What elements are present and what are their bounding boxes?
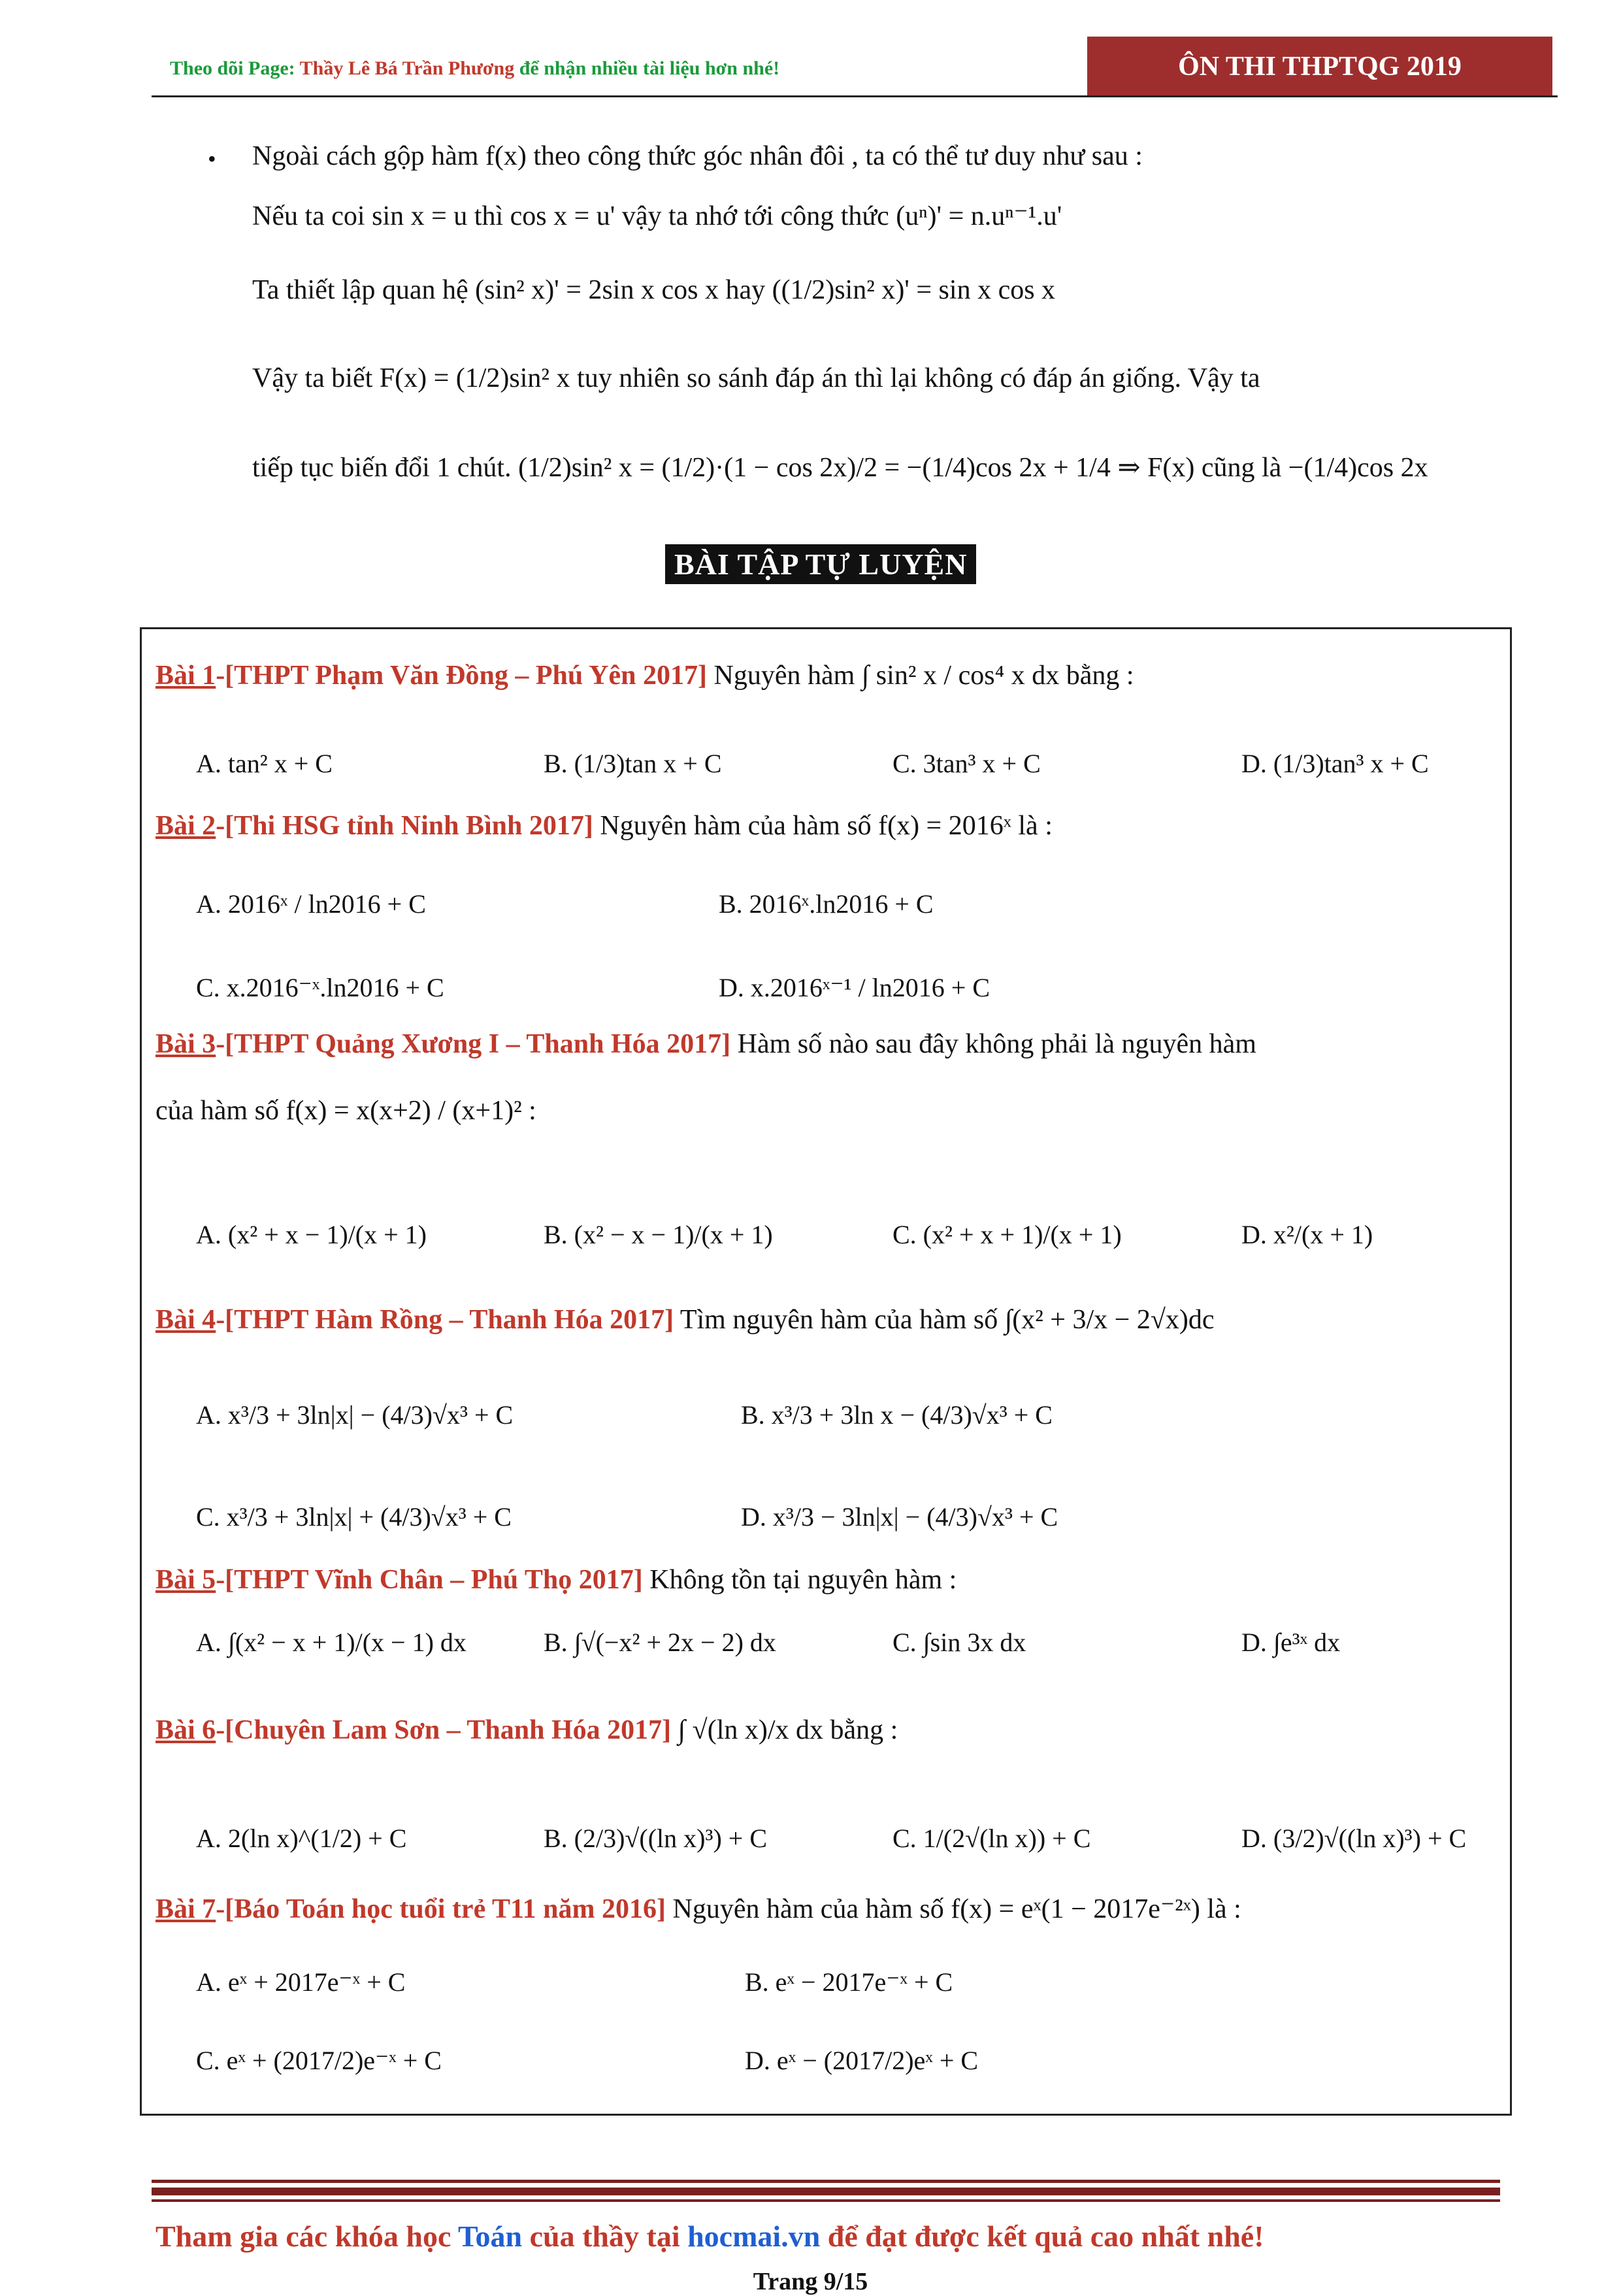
bullet-icon: •: [208, 146, 216, 172]
option-d[interactable]: D. x²/(x + 1): [1241, 1220, 1373, 1249]
question-label: Bài 5: [156, 1565, 216, 1595]
question-3: [156, 1028, 1256, 1060]
question-label: Bài 7: [156, 1894, 216, 1924]
question-label: Bài 3: [156, 1029, 216, 1059]
option-c[interactable]: C. 1/(2√(ln x)) + C: [892, 1824, 1091, 1853]
option-d[interactable]: D. x³/3 − 3ln|x| − (4/3)√x³ + C: [741, 1502, 1058, 1532]
option-b[interactable]: B. ∫√(−x² + 2x − 2) dx: [544, 1628, 776, 1657]
question-text: Hàm số nào sau đây không phải là nguyên hàm: [730, 1029, 1256, 1059]
question-label: Bài 1: [156, 661, 216, 691]
question-label: Bài 2: [156, 811, 216, 841]
question-source: -[Thi HSG tỉnh Ninh Bình 2017]: [216, 811, 593, 841]
intro-line-4: Vậy ta biết F(x) = (1/2)sin² x tuy nhiên so sánh đáp án thì lại không có đáp án giống. Vậy ta: [252, 363, 1260, 393]
header-prefix: Theo dõi Page:: [170, 57, 300, 79]
question-7: [156, 1892, 1241, 1925]
question-text: Nguyên hàm của hàm số f(x) = eˣ(1 − 2017e⁻²ˣ) là :: [665, 1894, 1241, 1924]
option-a[interactable]: A. ∫(x² − x + 1)/(x − 1) dx: [196, 1628, 467, 1657]
footer-rule: [152, 2199, 1500, 2202]
question-source: -[THPT Phạm Văn Đồng – Phú Yên 2017]: [216, 661, 708, 691]
question-1: [156, 660, 1134, 691]
question-label: Bài 4: [156, 1305, 216, 1335]
option-d[interactable]: D. eˣ − (2017/2)eˣ + C: [745, 2046, 979, 2075]
question-text: Không tồn tại nguyên hàm :: [642, 1565, 957, 1595]
header-suffix: để nhận nhiều tài liệu hơn nhé!: [514, 57, 780, 79]
intro-line-2: Nếu ta coi sin x = u thì cos x = u' vậy ta nhớ tới công thức (uⁿ)' = n.uⁿ⁻¹.u': [252, 201, 1062, 231]
intro-line-3: Ta thiết lập quan hệ (sin² x)' = 2sin x cos x hay ((1/2)sin² x)' = sin x cos x: [252, 275, 1056, 305]
question-5: [156, 1564, 957, 1596]
question-4: [156, 1304, 1215, 1336]
question-source: -[Báo Toán học tuổi trẻ T11 năm 2016]: [216, 1894, 666, 1924]
option-d[interactable]: D. ∫e³ˣ dx: [1241, 1628, 1341, 1657]
question-2: [156, 810, 1053, 842]
option-b[interactable]: B. (2/3)√((ln x)³) + C: [544, 1824, 768, 1853]
option-b[interactable]: B. (1/3)tan x + C: [544, 749, 722, 778]
question-source: -[THPT Hàm Rồng – Thanh Hóa 2017]: [216, 1305, 674, 1335]
option-a[interactable]: A. tan² x + C: [196, 749, 333, 778]
option-c[interactable]: C. x.2016⁻ˣ.ln2016 + C: [196, 973, 444, 1002]
intro-line-1: Ngoài cách gộp hàm f(x) theo công thức góc nhân đôi , ta có thể tư duy như sau :: [252, 141, 1143, 171]
option-c[interactable]: C. (x² + x + 1)/(x + 1): [892, 1220, 1122, 1249]
question-text: ∫ √(ln x)/x dx bằng :: [671, 1715, 898, 1745]
footer-promo: [156, 2219, 1264, 2254]
option-c[interactable]: C. eˣ + (2017/2)e⁻ˣ + C: [196, 2046, 442, 2075]
header-teacher-name: Thầy Lê Bá Trần Phương: [299, 57, 515, 79]
option-b[interactable]: B. 2016ˣ.ln2016 + C: [719, 889, 934, 919]
option-d[interactable]: D. (1/3)tan³ x + C: [1241, 749, 1429, 778]
option-a[interactable]: A. x³/3 + 3ln|x| − (4/3)√x³ + C: [196, 1400, 514, 1430]
question-source: -[THPT Vĩnh Chân – Phú Thọ 2017]: [216, 1565, 643, 1595]
option-a[interactable]: A. eˣ + 2017e⁻ˣ + C: [196, 1967, 406, 1997]
footer-site-link[interactable]: hocmai.vn: [687, 2220, 821, 2253]
intro-line-5: tiếp tục biến đổi 1 chút. (1/2)sin² x = (1/2)·(1 − cos 2x)/2 = −(1/4)cos 2x + 1/4 ⇒ F(x) cũng là −(1/4)cos 2x: [252, 453, 1428, 483]
section-title: BÀI TẬP TỰ LUYỆN: [665, 544, 976, 584]
option-b[interactable]: B. eˣ − 2017e⁻ˣ + C: [745, 1967, 953, 1997]
option-a[interactable]: A. (x² + x − 1)/(x + 1): [196, 1220, 427, 1249]
option-c[interactable]: C. 3tan³ x + C: [892, 749, 1041, 778]
option-a[interactable]: A. 2016ˣ / ln2016 + C: [196, 889, 426, 919]
footer-subject: Toán: [458, 2220, 523, 2253]
option-c[interactable]: C. x³/3 + 3ln|x| + (4/3)√x³ + C: [196, 1502, 512, 1532]
footer-text: của thầy tại: [522, 2220, 688, 2253]
question-3-continued: của hàm số f(x) = x(x+2) / (x+1)² :: [156, 1096, 536, 1126]
header-exam-badge: ÔN THI THPTQG 2019: [1087, 37, 1552, 97]
question-source: -[Chuyên Lam Sơn – Thanh Hóa 2017]: [216, 1715, 672, 1745]
option-d[interactable]: D. x.2016ˣ⁻¹ / ln2016 + C: [719, 973, 991, 1002]
footer-rule: [152, 2180, 1500, 2183]
page-number: Trang 9/15: [753, 2268, 868, 2295]
footer-text: để đạt được kết quả cao nhất nhé!: [820, 2220, 1264, 2253]
option-c[interactable]: C. ∫sin 3x dx: [892, 1628, 1026, 1657]
option-d[interactable]: D. (3/2)√((ln x)³) + C: [1241, 1824, 1467, 1853]
question-text: Nguyên hàm của hàm số f(x) = 2016ˣ là :: [593, 811, 1053, 841]
option-b[interactable]: B. x³/3 + 3ln x − (4/3)√x³ + C: [741, 1400, 1053, 1430]
header-divider: [152, 95, 1558, 97]
footer-text: Tham gia các khóa học: [156, 2220, 459, 2253]
option-b[interactable]: B. (x² − x − 1)/(x + 1): [544, 1220, 773, 1249]
question-6: [156, 1714, 898, 1746]
header-follow-note: [170, 57, 779, 80]
option-a[interactable]: A. 2(ln x)^(1/2) + C: [196, 1824, 407, 1853]
question-source: -[THPT Quảng Xương I – Thanh Hóa 2017]: [216, 1029, 731, 1059]
question-text: Tìm nguyên hàm của hàm số ∫(x² + 3/x − 2√x)dc: [674, 1305, 1215, 1335]
footer-rule: [152, 2188, 1500, 2195]
question-text: Nguyên hàm ∫ sin² x / cos⁴ x dx bằng :: [707, 661, 1134, 691]
question-label: Bài 6: [156, 1715, 216, 1745]
